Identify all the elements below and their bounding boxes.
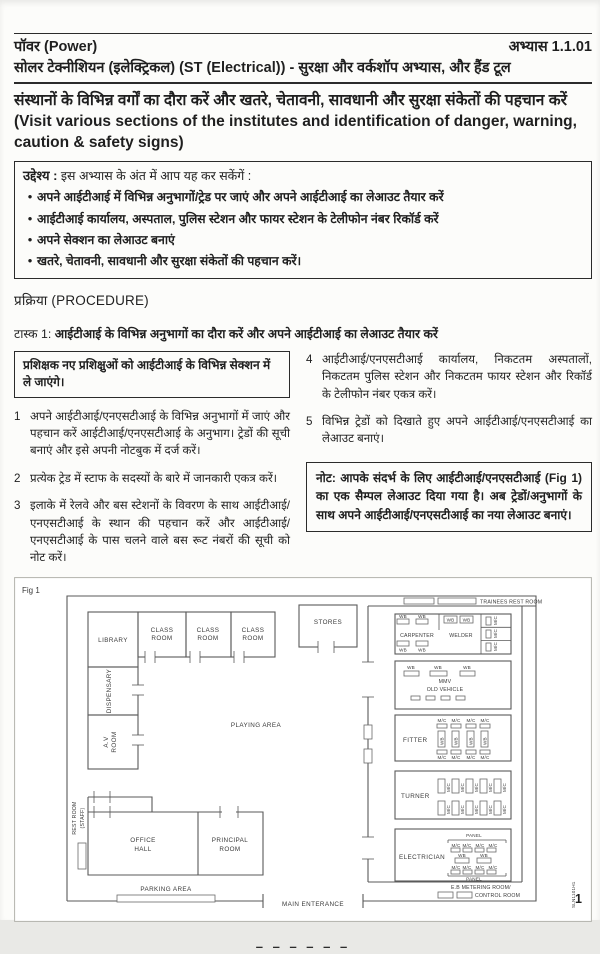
header-subtitle: सोलर टेक्नीशियन (इलेक्ट्रिकल) (ST (Electrical)) - सुरक्षा और वर्कशॉप अभ्यास, और हैंड टूल [14, 59, 511, 76]
svg-text:WB: WB [462, 617, 471, 623]
step-text: इलाके में रेलवे और बस स्टेशनों के विवरण के साथ आईटीआई/एनएसटीआई के स्थान की पहचान करें और आईटीआई/एनएसटीआई के पास चलने वाले बस रूट नंबरों की सूची को नोट करें। [30, 499, 290, 565]
page-number: 1 [575, 892, 582, 906]
objective-item [23, 210, 581, 228]
exercise-number: अभ्यास 1.1.01 [508, 39, 592, 55]
svg-text:M/C: M/C [502, 782, 507, 792]
playing-area-label: PLAYING AREA [230, 721, 282, 729]
procedure-step [14, 408, 290, 460]
objective-text: अपने आईटीआई में विभिन्न अनुभागों/ट्रेड पर जाएं और अपने आईटीआई का लेआउट तैयार करें [37, 190, 444, 205]
objective-text: अपने सेक्शन का लेआउट बनाएं [37, 233, 175, 248]
objectives-intro: इस अभ्यास के अंत में आप यह कर सकेंगें : [60, 168, 252, 183]
svg-text:PANEL: PANEL [466, 832, 482, 838]
principal-label: PRINCIPAL [211, 836, 249, 844]
objectives-heading [23, 167, 581, 186]
svg-text:WB: WB [482, 737, 488, 745]
svg-text:M/C: M/C [437, 717, 447, 723]
svg-text:M/C: M/C [488, 782, 493, 792]
svg-text:ROOM: ROOM [151, 634, 173, 642]
svg-text:CLASS: CLASS [150, 626, 174, 634]
task-heading [14, 325, 592, 342]
bullet-icon: • [27, 254, 33, 269]
svg-text:M/C: M/C [480, 754, 490, 760]
electrician-label: ELECTRICIAN [399, 853, 446, 861]
classroom-labels [151, 627, 265, 642]
svg-text:WB: WB [468, 737, 474, 745]
procedure-step [306, 413, 592, 448]
svg-text:WB: WB [399, 647, 407, 653]
svg-text:M/C: M/C [493, 628, 498, 638]
svg-text:M/C: M/C [451, 842, 461, 848]
trade-name: पॉवर (Power) [14, 39, 98, 55]
right-column [306, 351, 592, 567]
objectives-box [14, 161, 592, 279]
eb-metering-label: E.B METERING ROOM/ [451, 884, 511, 891]
objectives-label: उद्देश्य : [23, 167, 58, 183]
exercise-title-english: (Visit various sections of the institutes and identification of danger, warning, caution & safety signs) [14, 112, 577, 151]
svg-text:M/C: M/C [437, 754, 447, 760]
turner-label: TURNER [401, 792, 430, 800]
control-room-label: CONTROL ROOM [475, 892, 521, 899]
svg-text:M/C: M/C [466, 717, 476, 723]
top-rule [14, 33, 592, 34]
main-entrance-label: MAIN ENTERANCE [282, 900, 344, 908]
dispensary-label: DISPENSARY [106, 668, 113, 714]
svg-text:M/C: M/C [460, 782, 465, 792]
svg-text:WB: WB [453, 737, 459, 745]
procedure-columns [14, 351, 592, 567]
svg-text:WB: WB [463, 664, 471, 670]
svg-text:CLASS: CLASS [241, 626, 265, 634]
procedure-step [14, 470, 290, 487]
step-text: प्रत्येक ट्रेड में स्टाफ के सदस्यों के बारे में जानकारी एकत्र करें। [30, 471, 278, 485]
task-title: आईटीआई के विभिन्न अनुभागों का दौरा करें और अपने आईटीआई का लेआउट तैयार करें [51, 326, 438, 341]
procedure-step [14, 497, 290, 567]
figure-1 [14, 577, 592, 927]
stores-label: STORES [313, 618, 343, 626]
step-text: आईटीआई/एनएसटीआई कार्यालय, निकटतम अस्पतालों, निकटतम पुलिस स्टेशन और निकटतम फायर स्टेशन और रिकॉर्ड के टेलीफोन नंबर एकत्र करें। [322, 352, 592, 401]
svg-text:PANEL: PANEL [466, 876, 482, 882]
svg-text:ROOM: ROOM [197, 634, 219, 642]
note-box: नोट: आपके संदर्भ के लिए आईटीआई/एनएसटीआई (Fig 1) का एक सैम्पल लेआउट दिया गया है। अब ट्रेडों/अनुभागों के साथ अपने आईटीआई/एनएसटीआई का नया लेआउट बनाएं। [306, 462, 592, 532]
library-label: LIBRARY [98, 636, 128, 644]
exercise-title-hindi: संस्थानों के विभिन्न वर्गों का दौरा करें और खतरे, चेतावनी, सावधानी और सुरक्षा संकेतों की पहचान करें [14, 92, 567, 110]
svg-text:M/C: M/C [488, 842, 498, 848]
figure-side-code: SLN1101H1 [571, 881, 576, 908]
hall-label: HALL [134, 845, 152, 853]
svg-text:WB: WB [399, 613, 407, 619]
parking-label: PARKING AREA [140, 885, 192, 893]
svg-text:(STAFF): (STAFF) [80, 807, 86, 829]
svg-text:M/C: M/C [474, 782, 479, 792]
svg-text:M/C: M/C [462, 842, 472, 848]
svg-text:M/C: M/C [493, 615, 498, 625]
header-row [14, 38, 592, 58]
trainees-rest-room [404, 598, 542, 606]
svg-text:WB: WB [480, 852, 488, 858]
procedure-heading: प्रक्रिया (PROCEDURE) [14, 292, 149, 308]
svg-text:M/C: M/C [488, 864, 498, 870]
instructor-note-box: प्रशिक्षक नए प्रशिक्षुओं को आईटीआई के विभिन्न सेक्शन में ले जाएंगे। [14, 351, 290, 398]
left-column [14, 351, 290, 567]
step-text: विभिन्न ट्रेडों को दिखाते हुए अपने आईटीआई/एनएसटीआई का लेआउट बनाएं। [322, 415, 592, 446]
task-label: टास्क 1: [14, 326, 52, 341]
step-number: 5 [306, 415, 313, 429]
svg-text:WB: WB [434, 664, 442, 670]
svg-text:M/C: M/C [475, 864, 485, 870]
trainees-label: TRAINEES REST ROOM [480, 599, 543, 606]
svg-text:M/C: M/C [493, 641, 498, 651]
welder-label: WELDER [449, 632, 473, 639]
procedure-step [306, 351, 592, 403]
svg-text:M/C: M/C [488, 804, 493, 814]
av-label-2: ROOM [111, 731, 118, 753]
carpenter-label: CARPENTER [400, 632, 434, 639]
svg-text:M/C: M/C [446, 804, 451, 814]
svg-text:ROOM: ROOM [242, 634, 264, 642]
svg-text:M/C: M/C [475, 842, 485, 848]
svg-text:WB: WB [446, 617, 455, 623]
step-text: अपने आईटीआई/एनएसटीआई के विभिन्न अनुभागों में जाएं और पहचान करें आईटीआई/एनएसटीआई के अनुभाग। ट्रेडों की सूची बनाएं और इसे अपनी नोटबुक में दर्ज करें। [30, 409, 290, 458]
svg-text:M/C: M/C [474, 804, 479, 814]
objective-item [23, 188, 581, 206]
objective-item [23, 252, 581, 270]
objective-text: आईटीआई कार्यालय, अस्पताल, पुलिस स्टेशन और फायर स्टेशन के टेलीफोन नंबर रिकॉर्ड करें [37, 211, 439, 226]
svg-text:M/C: M/C [451, 864, 461, 870]
header-rule [14, 82, 592, 84]
svg-text:WB: WB [458, 852, 466, 858]
bullet-icon: • [27, 190, 33, 205]
footer-separator: – – – – – – [255, 938, 351, 954]
objective-item [23, 231, 581, 249]
principal-room-label: ROOM [219, 845, 241, 853]
svg-text:WB: WB [418, 613, 426, 619]
svg-text:M/C: M/C [480, 717, 490, 723]
svg-text:M/C: M/C [451, 754, 461, 760]
mmv-label: MMV [438, 678, 452, 685]
step-number: 1 [14, 409, 21, 423]
svg-text:M/C: M/C [446, 782, 451, 792]
svg-text:CLASS: CLASS [196, 626, 220, 634]
svg-text:WB: WB [439, 737, 445, 745]
office-label: OFFICE [130, 836, 156, 844]
av-label: A.V [103, 736, 110, 748]
svg-text:M/C: M/C [466, 754, 476, 760]
svg-text:WB: WB [407, 664, 415, 670]
fitter-label: FITTER [403, 736, 428, 744]
floor-plan-svg [14, 577, 592, 922]
svg-text:WB: WB [418, 647, 426, 653]
figure-caption: Fig 1 [22, 585, 40, 595]
bullet-icon: • [27, 233, 33, 248]
figure-frame [15, 577, 592, 921]
svg-text:M/C: M/C [460, 804, 465, 814]
svg-text:M/C: M/C [451, 717, 461, 723]
objective-text: खतरे, चेतावनी, सावधानी और सुरक्षा संकेतों की पहचान करें। [37, 254, 302, 269]
svg-text:REST ROOM: REST ROOM [72, 801, 78, 835]
step-number: 3 [14, 499, 21, 513]
svg-text:M/C: M/C [462, 864, 472, 870]
step-number: 4 [306, 352, 313, 366]
old-vehicle-label: OLD VEHICLE [426, 686, 464, 693]
step-number: 2 [14, 471, 21, 485]
bullet-icon: • [27, 211, 33, 226]
svg-text:M/C: M/C [502, 804, 507, 814]
